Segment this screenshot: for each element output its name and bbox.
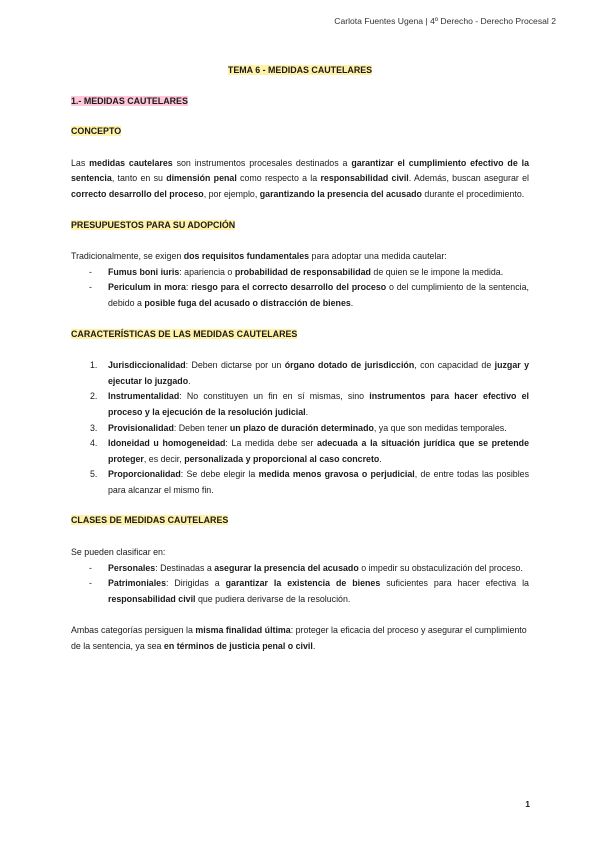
list-item: - Personales: Destinadas a asegurar la presencia del acusado o impedir su obstaculización del proceso. [71, 561, 529, 577]
section-heading: 1.- MEDIDAS CAUTELARES [71, 95, 188, 106]
caracteristicas-heading: CARACTERÍSTICAS DE LAS MEDIDAS CAUTELARES [71, 328, 298, 339]
page-title: TEMA 6 - MEDIDAS CAUTELARES [227, 65, 373, 75]
list-item: 3. Provisionalidad: Deben tener un plazo de duración determinado, ya que son medidas temporales. [90, 422, 507, 433]
clases-intro: Se pueden clasificar en: [71, 547, 166, 558]
running-header: Carlota Fuentes Ugena | 4º Derecho - Derecho Procesal 2 [334, 16, 556, 26]
caracteristicas-list [71, 358, 529, 498]
list-item: - Periculum in mora: riesgo para el correcto desarrollo del proceso o del cumplimiento de la sentencia, debido a posible fuga del acusado o distracción de bienes. [71, 280, 529, 311]
list-item: 5. Proporcionalidad: Se debe elegir la medida menos gravosa o perjudicial, de entre todas las posibles para alcanzar el mismo fin. [90, 469, 530, 495]
concepto-heading: CONCEPTO [71, 126, 122, 137]
concepto-paragraph: Las medidas cautelares son instrumentos procesales destinados a garantizar el cumplimiento efectivo de la sentencia, tanto en su dimensión penal como respecto a la responsabilidad civil. Además, buscan asegurar el correcto desarrollo del proceso, por ejemplo, garantizando la presencia del acusado durante el procedimiento. [71, 157, 530, 199]
presupuestos-list [71, 265, 529, 312]
clases-heading: CLASES DE MEDIDAS CAUTELARES [71, 515, 229, 526]
list-item: 1. Jurisdiccionalidad: Deben dictarse por un órgano dotado de jurisdicción, con capacidad de juzgar y ejecutar lo juzgado. [90, 360, 530, 386]
document-body [71, 63, 529, 655]
page-number: 1 [525, 799, 530, 809]
list-item: - Patrimoniales: Dirigidas a garantizar la existencia de bienes suficientes para hacer efectiva la responsabilidad civil que pudiera derivarse de la resolución. [71, 576, 529, 607]
presupuestos-heading: PRESUPUESTOS PARA SU ADOPCIÓN [71, 219, 236, 230]
list-item: 4. Idoneidad u homogeneidad: La medida debe ser adecuada a la situación jurídica que se pretende proteger, es decir, personalizada y proporcional al caso concreto. [90, 438, 530, 464]
list-item: - Fumus boni iuris: apariencia o probabilidad de responsabilidad de quien se le impone la medida. [71, 265, 529, 281]
clases-list [71, 561, 529, 608]
list-item: 2. Instrumentalidad: No constituyen un fin en sí mismas, sino instrumentos para hacer efectivo el proceso y la ejecución de la resolución judicial. [90, 391, 529, 417]
presupuestos-intro: Tradicionalmente, se exigen dos requisitos fundamentales para adoptar una medida cautelar: [71, 251, 447, 262]
closing-paragraph: Ambas categorías persiguen la misma finalidad última: proteger la eficacia del proceso y asegurar el cumplimiento de la sentencia, ya sea en términos de justicia penal o civil. [71, 625, 527, 652]
